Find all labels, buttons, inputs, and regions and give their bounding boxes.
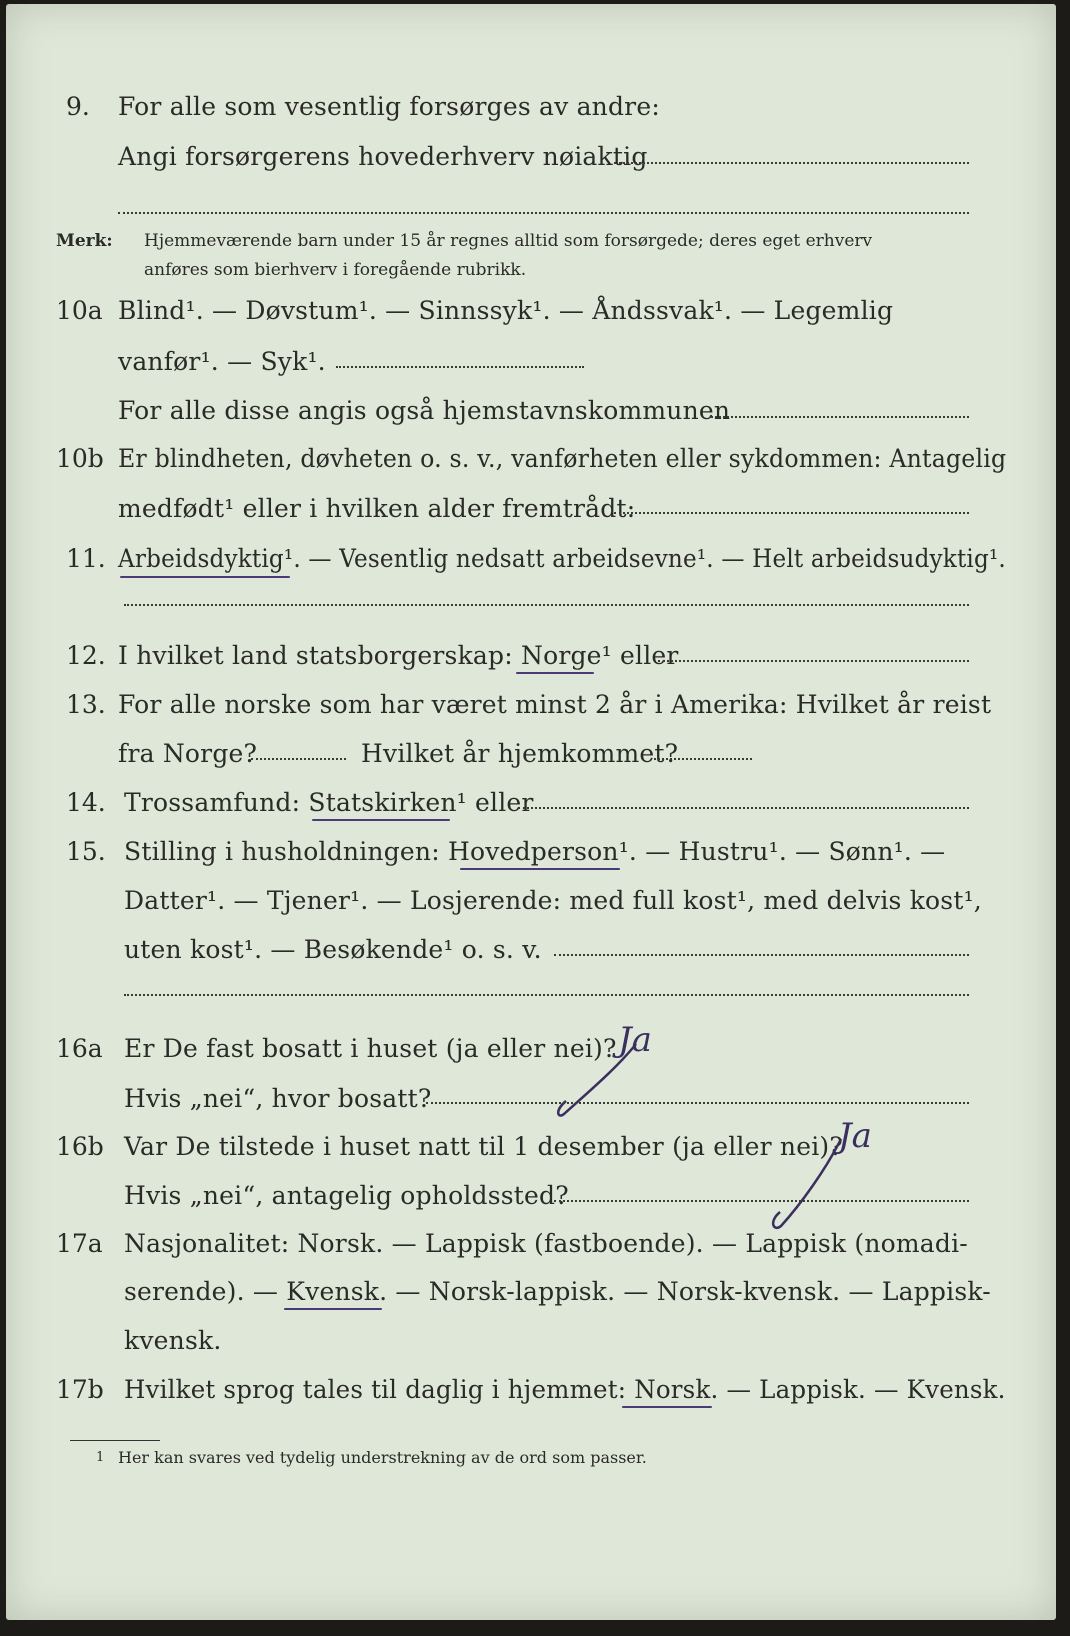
q13-reist-line[interactable]: [251, 758, 346, 760]
q13-text-line1: For alle norske som har været minst 2 år i Amerika: Hvilket år reist: [118, 690, 992, 719]
q16b-text-line1: Var De tilstede i huset natt til 1 desember (ja eller nei)?: [124, 1132, 843, 1161]
merk-label: Merk:: [56, 231, 113, 251]
q16a-text-line2: Hvis „nei“, hvor bosatt?: [124, 1084, 432, 1113]
q16a-number: 16a: [56, 1034, 103, 1063]
q14-answer-line[interactable]: [518, 807, 969, 809]
q16b-answer-line[interactable]: [554, 1200, 969, 1202]
q11-number: 11.: [66, 544, 106, 573]
q12-text-line1: I hvilket land statsborgerskap: Norge¹ eller: [118, 641, 679, 670]
q10a-hjemstavn-line[interactable]: [711, 416, 969, 418]
q15-text-line1: Stilling i husholdningen: Hovedperson¹. — Hustru¹. — Sønn¹. —: [124, 837, 946, 866]
q10b-answer-line[interactable]: [614, 512, 969, 514]
q10a-text-line3: For alle disse angis også hjemstavnskommunen: [118, 396, 731, 425]
q17b-norsk-underline: [622, 1406, 712, 1408]
q16a-answer-line[interactable]: [426, 1102, 969, 1104]
q10a-text-line2: vanfør¹. — Syk¹.: [118, 347, 326, 376]
q9-answer-line[interactable]: [614, 162, 969, 164]
q13-number: 13.: [66, 690, 106, 719]
q10a-number: 10a: [56, 296, 103, 325]
q16b-handwritten-answer: Ja: [838, 1116, 872, 1156]
q15-text-line3: uten kost¹. — Besøkende¹ o. s. v.: [124, 935, 542, 964]
q17a-number: 17a: [56, 1229, 103, 1258]
census-form-page: [6, 4, 1056, 1620]
q15-hovedperson-underline: [460, 868, 620, 870]
footnote-rule: [70, 1440, 160, 1441]
q11-answer-line[interactable]: [124, 604, 969, 606]
q16b-number: 16b: [56, 1132, 104, 1161]
q17a-text-line3: kvensk.: [124, 1326, 222, 1355]
q10b-number: 10b: [56, 444, 104, 473]
q10b-text-line1: Er blindheten, døvheten o. s. v., vanførheten eller sykdommen: Antagelig: [118, 444, 1007, 473]
q12-norge-underline: [516, 672, 594, 674]
q10b-text-line2: medfødt¹ eller i hvilken alder fremtrådt:: [118, 494, 636, 523]
q13-text-line2b: Hvilket år hjemkommet?: [361, 739, 679, 768]
q12-answer-line[interactable]: [658, 660, 969, 662]
q14-number: 14.: [66, 788, 106, 817]
q10a-answer-line[interactable]: [336, 366, 584, 368]
footnote-mark: 1: [96, 1450, 105, 1465]
q14-text-line1: Trossamfund: Statskirken¹ eller: [124, 788, 534, 817]
footnote-text: Her kan svares ved tydelig understrekning av de ord som passer.: [118, 1448, 647, 1467]
q9-number: 9.: [66, 92, 90, 121]
q16a-pen-stroke: [546, 1039, 646, 1119]
q9-text-line1: For alle som vesentlig forsørges av andre:: [118, 92, 660, 121]
merk-text-line2: anføres som bierhverv i foregående rubrikk.: [144, 260, 527, 280]
merk-text-line1: Hjemmeværende barn under 15 år regnes alltid som forsørgede; deres eget erhverv: [144, 231, 873, 251]
q17b-text-line1: Hvilket sprog tales til daglig i hjemmet: Norsk. — Lappisk. — Kvensk.: [124, 1375, 1006, 1404]
q15-text-line2: Datter¹. — Tjener¹. — Losjerende: med full kost¹, med delvis kost¹,: [124, 886, 982, 915]
q9-answer-line-2[interactable]: [118, 212, 969, 214]
q11-text-line1: Arbeidsdyktig¹. — Vesentlig nedsatt arbeidsevne¹. — Helt arbeidsudyktig¹.: [118, 544, 1006, 573]
q15-number: 15.: [66, 837, 106, 866]
q16a-handwritten-answer: Ja: [618, 1020, 652, 1060]
q14-statskirken-underline: [312, 819, 450, 821]
q16b-pen-stroke: [756, 1134, 856, 1234]
q17a-text-line1: Nasjonalitet: Norsk. — Lappisk (fastboende). — Lappisk (nomadi-: [124, 1229, 968, 1258]
q9-text-line2: Angi forsørgerens hovederhverv nøiaktig: [118, 142, 648, 171]
q16a-text-line1: Er De fast bosatt i huset (ja eller nei)?: [124, 1034, 617, 1063]
q12-number: 12.: [66, 641, 106, 670]
q16b-text-line2: Hvis „nei“, antagelig opholdssted?: [124, 1181, 569, 1210]
q15-answer-line-2[interactable]: [124, 994, 969, 996]
q13-text-line2: fra Norge?: [118, 739, 258, 768]
q17a-kvensk-underline: [284, 1308, 382, 1310]
q15-answer-line[interactable]: [554, 954, 969, 956]
q11-arbeidsdyktig-underline: [120, 576, 290, 578]
q17a-text-line2: serende). — Kvensk. — Norsk-lappisk. — Norsk-kvensk. — Lappisk-: [124, 1277, 991, 1306]
q10a-text-line1: Blind¹. — Døvstum¹. — Sinnssyk¹. — Åndssvak¹. — Legemlig: [118, 296, 894, 325]
q13-hjemkommet-line[interactable]: [654, 758, 752, 760]
q17b-number: 17b: [56, 1375, 104, 1404]
